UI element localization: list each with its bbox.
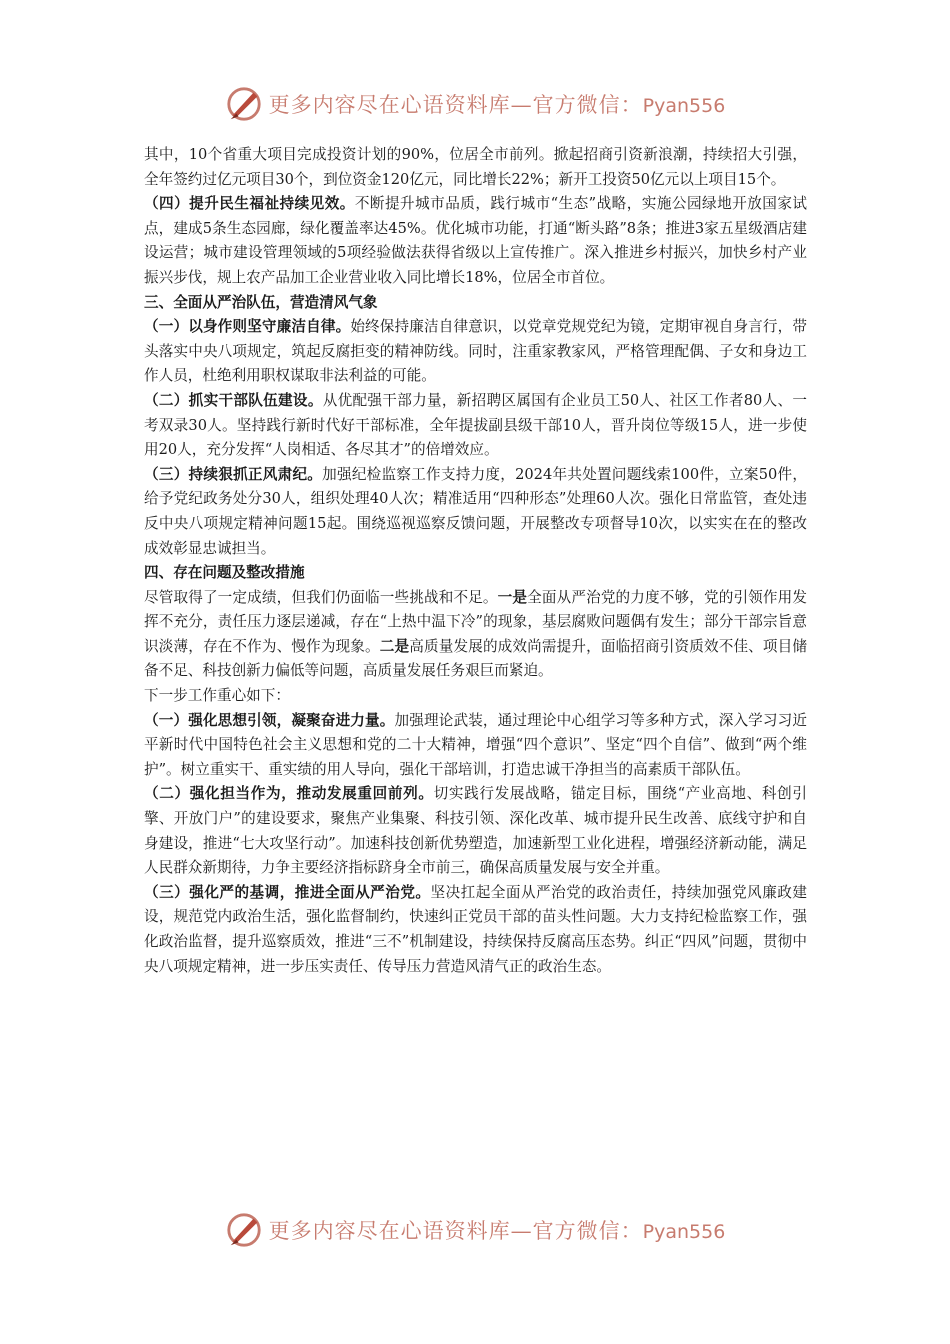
brush-logo-icon	[225, 85, 263, 123]
section-heading: 四、存在问题及整改措施	[144, 564, 305, 582]
watermark-footer	[0, 1210, 950, 1250]
paragraph: （二）强化担当作为，推动发展重回前列。切实践行发展战略，锚定目标，围绕“产业高地、科创引擎、开放门户”的建设要求，聚焦产业集聚、科技引领、深化改革、城市提升民生改善、底线守护和自身建设，推进“七大攻坚行动”。加速科技创新优势塑造，加速新型工业化进程，增强经济新动能，满足人民群众新期待，力争主要经济指标跻身全市前三，确保高质量发展与安全并重。	[144, 785, 807, 877]
paragraph: 尽管取得了一定成绩，但我们仍面临一些挑战和不足。一是全面从严治党的力度不够，党的引领作用发挥不充分，责任压力逐层递减，存在“上热中温下冷”的现象，基层腐败问题偶有发生；部分干部宗旨意识淡薄，存在不作为、慢作为现象。二是高质量发展的成效尚需提升，面临招商引资质效不佳、项目储备不足、科技创新力偏低等问题，高质量发展任务艰巨而紧迫。	[144, 588, 807, 680]
watermark-header	[0, 84, 950, 124]
paragraph: （一）以身作则坚守廉洁自律。始终保持廉洁自律意识，以党章党规党纪为镜，定期审视自身言行，带头落实中央八项规定，筑起反腐拒变的精神防线。同时，注重家教家风，严格管理配偶、子女和身边工作人员，杜绝利用职权谋取非法利益的可能。	[144, 318, 807, 385]
watermark-text: 更多内容尽在心语资料库—官方微信：Pyan556	[268, 1219, 726, 1243]
paragraph: （四）提升民生福祉持续见效。不断提升城市品质，践行城市“生态”战略，实施公园绿地开放国家试点，建成5条生态园廊，绿化覆盖率达45%。优化城市功能，打通“断头路”8条；推进3家五星级酒店建设运营；城市建设管理领域的5项经验做法获得省级以上宣传推广。深入推进乡村振兴，加快乡村产业振兴步伐，规上农产品加工企业营业收入同比增长18%，位居全市首位。	[144, 195, 807, 286]
watermark-text: 更多内容尽在心语资料库—官方微信：Pyan556	[268, 93, 726, 117]
paragraph: 下一步工作重心如下：	[144, 687, 290, 705]
paragraph: （二）抓实干部队伍建设。从优配强干部力量，新招聘区属国有企业员工50人、社区工作者80人、一考双录30人。坚持践行新时代好干部标准，全年提拔副县级干部10人，晋升岗位等级15人，进一步使用20人，充分发挥“人岗相适、各尽其才”的倍增效应。	[144, 391, 807, 459]
paragraph: （一）强化思想引领，凝聚奋进力量。加强理论武装，通过理论中心组学习等多种方式，深入学习习近平新时代中国特色社会主义思想和党的二十大精神，增强“四个意识”、坚定“四个自信”、做到“两个维护”。树立重实干、重实绩的用人导向，强化干部培训，打造忠诚干净担当的高素质干部队伍。	[144, 711, 807, 778]
section-heading: 三、全面从严治队伍，营造清风气象	[144, 293, 378, 311]
brush-logo-icon	[225, 1211, 263, 1249]
paragraph: （三）强化严的基调，推进全面从严治党。坚决扛起全面从严治党的政治责任，持续加强党风廉政建设，规范党内政治生活，强化监督制约，快速纠正党员干部的苗头性问题。大力支持纪检监察工作，强化政治监督，提升巡察质效，推进“三不”机制建设，持续保持反腐高压态势。纠正“四风”问题，贯彻中央八项规定精神，进一步压实责任、传导压力营造风清气正的政治生态。	[144, 883, 807, 975]
document-body	[144, 143, 807, 979]
paragraph: 其中，10个省重大项目完成投资计划的90%，位居全市前列。掀起招商引资新浪潮，持续招大引强，全年签约过亿元项目30个，到位资金120亿元，同比增长22%；新开工投资50亿元以上项目15个。	[144, 146, 807, 188]
paragraph: （三）持续狠抓正风肃纪。加强纪检监察工作支持力度，2024年共处置问题线索100件，立案50件，给予党纪政务处分30人，组织处理40人次；精准适用“四种形态”处理60人次。强化日常监管，查处违反中央八项规定精神问题15起。围绕巡视巡察反馈问题，开展整改专项督导10次，以实实在在的整改成效彰显忠诚担当。	[144, 465, 807, 557]
